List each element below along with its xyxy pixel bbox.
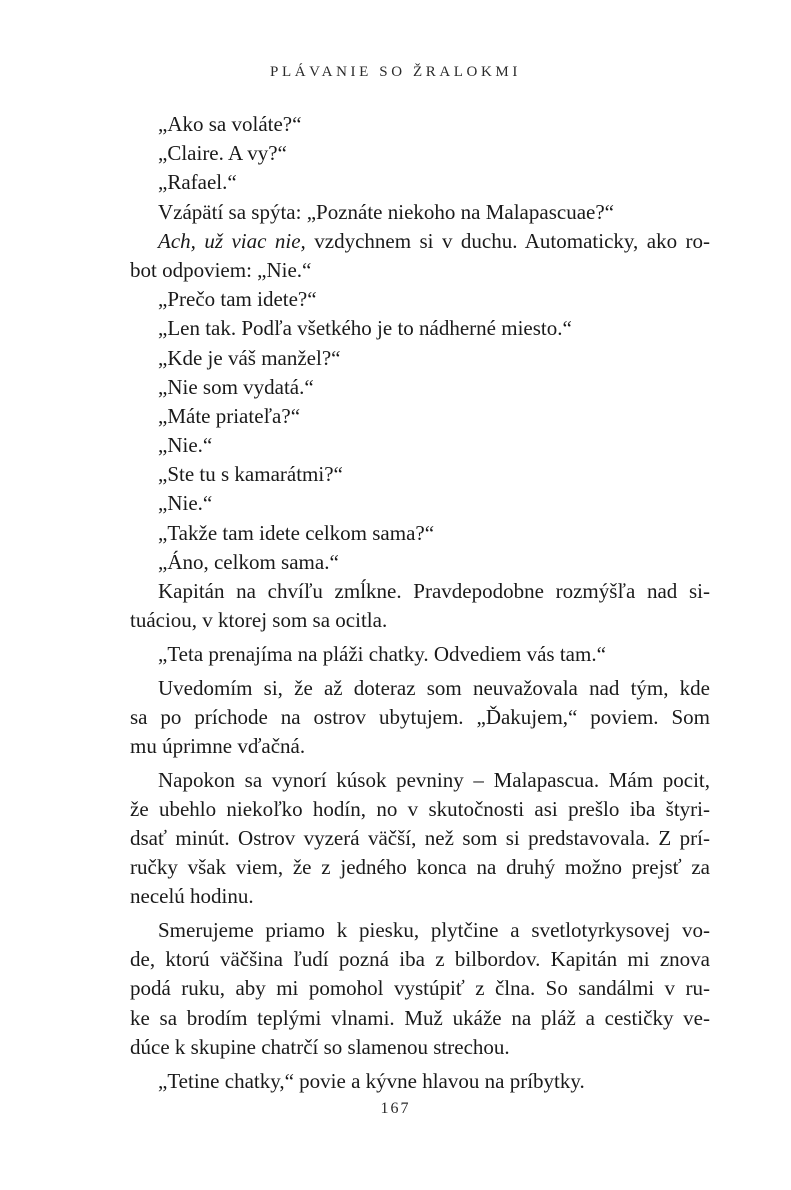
text-line: „Tetine chatky,“ povie a kývne hlavou na príbytky. xyxy=(158,1068,585,1093)
text-line: Vzápätí sa spýta: „Poznáte niekoho na Malapascuae?“ xyxy=(158,199,614,224)
text-line: tuáciou, v ktorej som sa ocitla. xyxy=(130,608,388,633)
text-line: ke sa brodím teplými vlnami. Muž ukáže na pláž a cestičky ve- xyxy=(130,1005,710,1030)
text-line: Kapitán na chvíľu zmĺkne. Pravdepodobne rozmýšľa nad si- xyxy=(158,579,710,603)
text-line: „Máte priateľa?“ xyxy=(158,403,301,428)
text-line: Napokon sa vynorí kúsok pevniny – Malapascua. Mám pocit, xyxy=(158,767,710,792)
text-line: „Ste tu s kamarátmi?“ xyxy=(158,462,343,487)
running-header: PLÁVANIE SO ŽRALOKMI xyxy=(270,64,521,80)
body-text xyxy=(130,110,710,1096)
text-line xyxy=(130,227,710,256)
text-line: „Claire. A vy?“ xyxy=(158,141,287,166)
text-line: „Nie.“ xyxy=(158,433,213,458)
text-line: podá ruku, aby mi pomohol vystúpiť z člna. So sandálmi v ru- xyxy=(130,976,710,1001)
text-line: sa po príchode na ostrov ubytujem. „Ďakujem,“ poviem. Som xyxy=(130,704,710,729)
text-line: „Nie.“ xyxy=(158,491,213,516)
text-line: „Ako sa voláte?“ xyxy=(158,112,302,136)
text-span: vzdychnem si v duchu. Automaticky, ako ro- xyxy=(305,228,711,253)
text-line: „Kde je váš manžel?“ xyxy=(158,345,341,370)
text-line: necelú hodinu. xyxy=(130,884,254,909)
text-line: Uvedomím si, že až doteraz som neuvažovala nad tým, kde xyxy=(158,675,710,700)
text-line: de, ktorú väčšina ľudí pozná iba z bilbordov. Kapitán mi znova xyxy=(130,947,710,972)
text-line: ručky však viem, že z jedného konca na druhý možno prejsť za xyxy=(130,855,710,880)
text-line: mu úprimne vďačná. xyxy=(130,733,306,758)
text-line: „Len tak. Podľa všetkého je to nádherné miesto.“ xyxy=(158,316,572,341)
text-line: „Takže tam idete celkom sama?“ xyxy=(158,520,435,545)
text-line: Smerujeme priamo k piesku, plytčine a svetlotyrkysovej vo- xyxy=(158,918,710,943)
text-line: že ubehlo niekoľko hodín, no v skutočnosti asi prešlo iba štyri- xyxy=(130,796,710,821)
text-line: „Nie som vydatá.“ xyxy=(158,374,314,399)
text-line: bot odpoviem: „Nie.“ xyxy=(130,257,312,282)
page-number: 167 xyxy=(380,1100,411,1117)
text-line: dúce k skupine chatrčí so slamenou strechou. xyxy=(130,1034,510,1059)
text-line: „Rafael.“ xyxy=(158,170,237,195)
text-line: „Prečo tam idete?“ xyxy=(158,287,317,312)
text-line: „Áno, celkom sama.“ xyxy=(158,549,339,574)
text-line: dsať minút. Ostrov vyzerá väčší, než som si predstavovala. Z prí- xyxy=(130,826,710,850)
italic-thought: Ach, už viac nie, xyxy=(158,228,306,253)
text-line: „Teta prenajíma na pláži chatky. Odvediem vás tam.“ xyxy=(158,641,606,666)
